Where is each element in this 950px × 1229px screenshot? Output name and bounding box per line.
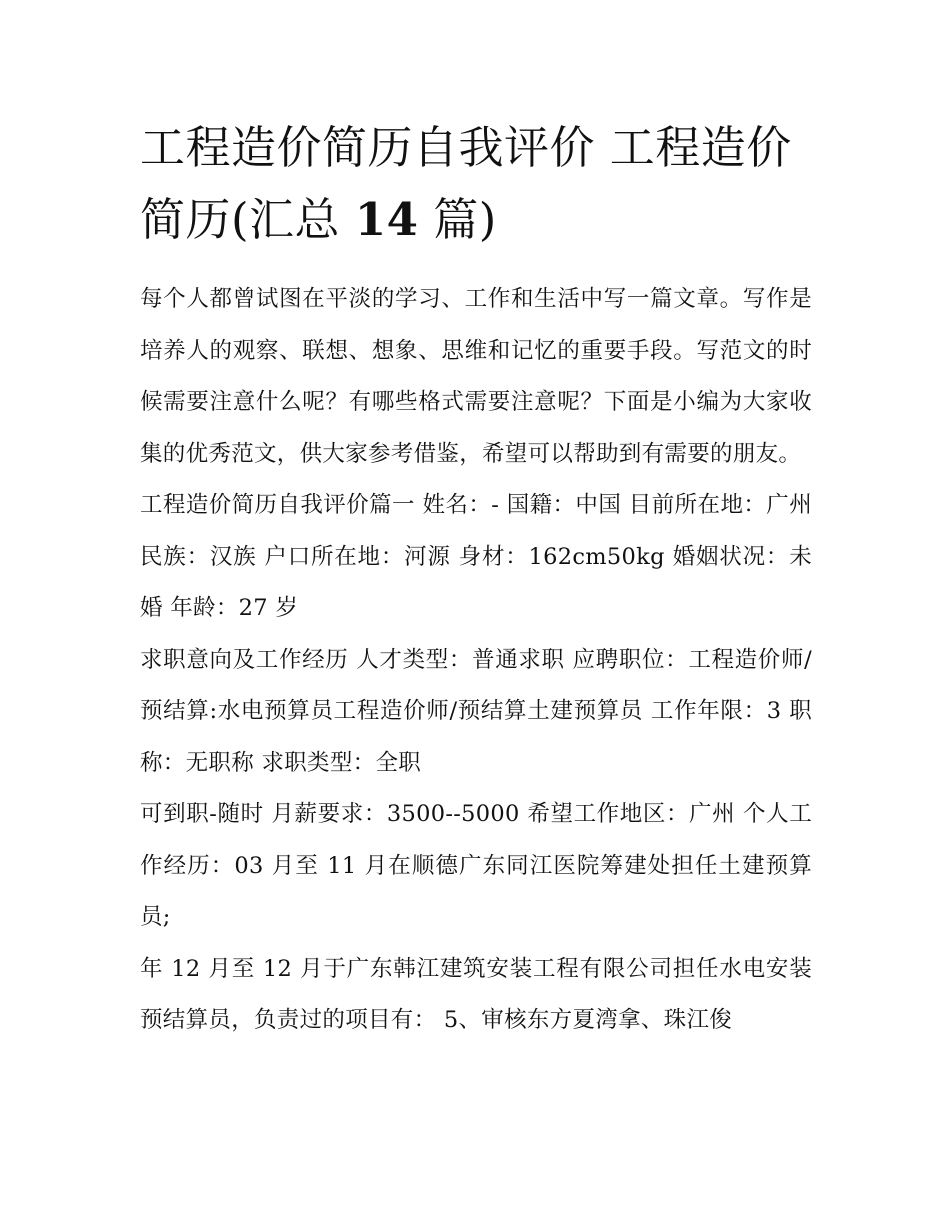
project-paragraph: 年 12 月至 12 月于广东韩江建筑安装工程有限公司担任水电安装预结算员，负责过的项目有： 5、审核东方夏湾拿、珠江俊 bbox=[140, 955, 812, 1033]
document-title: 工程造价简历自我评价 工程造价简历(汇总 14 篇) bbox=[140, 121, 792, 246]
work-experience-paragraph: 可到职-随时 月薪要求：3500--5000 希望工作地区：广州 个人工作经历：03 月至 11 月在顺德广东同江医院筹建处担任土建预算员; bbox=[140, 801, 812, 930]
personal-info-paragraph: 工程造价简历自我评价篇一 姓名：- 国籍：中国 目前所在地：广州 民族：汉族 户口所在地：河源 身材：162cm50kg 婚姻状况：未婚 年龄：27 岁 bbox=[140, 492, 812, 621]
intro-paragraph: 每个人都曾试图在平淡的学习、工作和生活中写一篇文章。写作是培养人的观察、联想、想象、思维和记忆的重要手段。写范文的时候需要注意什么呢？有哪些格式需要注意呢？下面是小编为大家收集的优秀范文，供大家参考借鉴，希望可以帮助到有需要的朋友。 bbox=[140, 286, 812, 467]
document-page bbox=[140, 112, 812, 1047]
title-number: 14 bbox=[354, 193, 419, 246]
job-intent-paragraph: 求职意向及工作经历 人才类型：普通求职 应聘职位：工程造价师/预结算:水电预算员工程造价师/预结算土建预算员 工作年限：3 职称：无职称 求职类型：全职 bbox=[140, 646, 812, 776]
